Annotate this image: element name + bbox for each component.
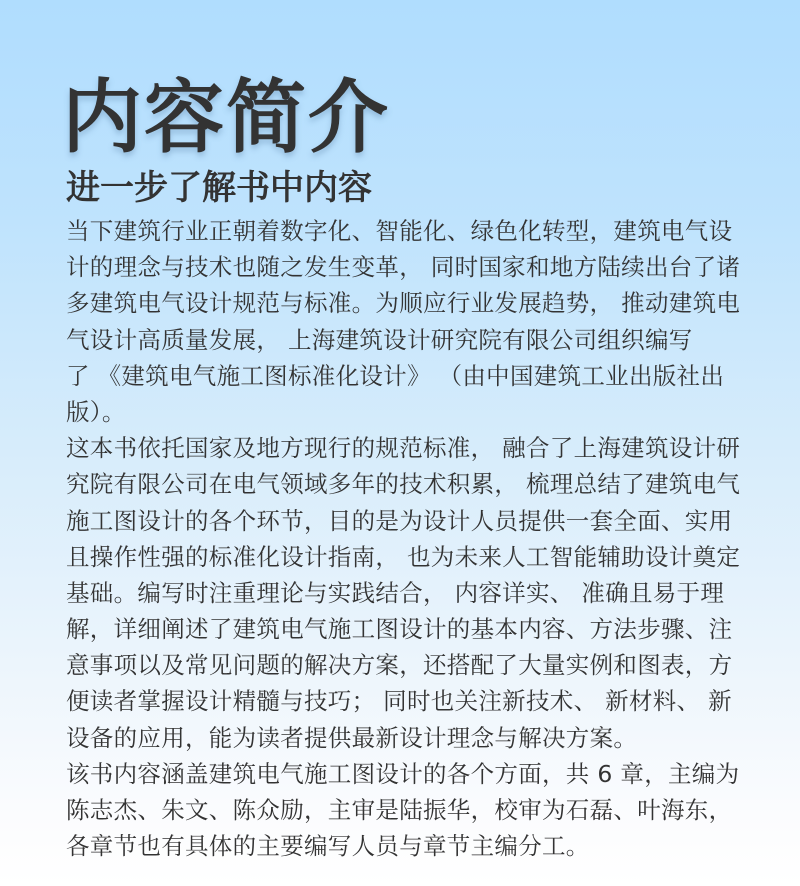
text-line: 多建筑电气设计规范与标准。为顺应行业发展趋势， 推动建筑电 — [66, 289, 741, 318]
text-line: 各章节也有具体的主要编写人员与章节主编分工。 — [66, 832, 590, 861]
text-line: 究院有限公司在电气领域多年的技术积累， 梳理总结了建筑电气 — [66, 470, 741, 499]
text-line: 这本书依托国家及地方现行的规范标准， 融合了上海建筑设计研 — [66, 434, 741, 463]
text-line: 意事项以及常见问题的解决方案，还搭配了大量实例和图表，方 — [66, 651, 733, 680]
text-line: 气设计高质量发展， 上海建筑设计研究院有限公司组织编写 — [66, 325, 693, 354]
text-line: 版）。 — [66, 397, 126, 426]
text-line: 了 《建筑电气施工图标准化设计》 （由中国建筑工业出版社出 — [66, 361, 725, 390]
text-line: 基础。编写时注重理论与实践结合， 内容详实、 准确且易于理 — [66, 578, 725, 607]
text-line: 该书内容涵盖建筑电气施工图设计的各个方面，共 6 章，主编为 — [66, 759, 740, 788]
text-line: 便读者掌握设计精髓与技巧； 同时也关注新技术、 新材料、 新 — [66, 687, 732, 716]
page-title: 内容简介 — [62, 71, 390, 164]
text-line: 且操作性强的标准化设计指南， 也为未来人工智能辅助设计奠定 — [66, 542, 741, 571]
paragraph-3 — [66, 756, 746, 865]
text-line: 陈志杰、朱文、陈众励，主审是陆振华，校审为石磊、叶海东， — [66, 796, 733, 824]
text-line: 当下建筑行业正朝着数字化、智能化、绿色化转型，建筑电气设 — [66, 217, 733, 245]
text-line: 设备的应用，能为读者提供最新设计理念与解决方案。 — [66, 723, 638, 752]
text-line: 计的理念与技术也随之发生变革， 同时国家和地方陆续出台了诸 — [66, 253, 741, 282]
intro-body — [66, 213, 746, 864]
text-line: 解，详细阐述了建筑电气施工图设计的基本内容、方法步骤、注 — [66, 615, 733, 644]
paragraph-1 — [66, 213, 746, 430]
paragraph-2 — [66, 430, 746, 756]
page-subtitle: 进一步了解书中内容 — [66, 168, 372, 208]
text-line: 施工图设计的各个环节，目的是为设计人员提供一套全面、实用 — [66, 506, 733, 535]
